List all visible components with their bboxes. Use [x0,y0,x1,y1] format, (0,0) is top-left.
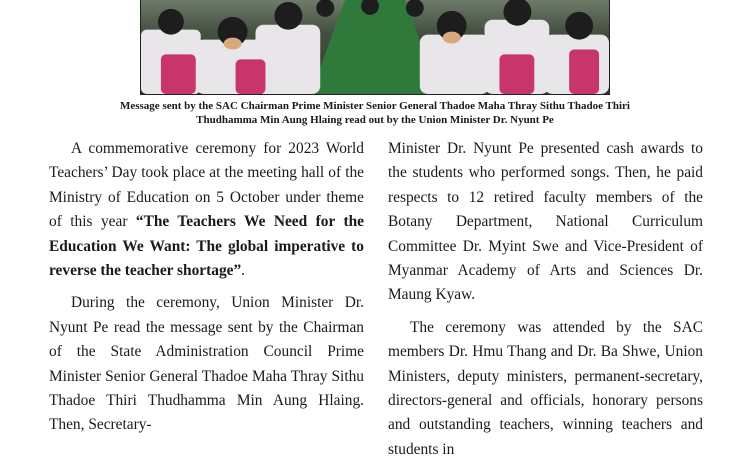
article-paragraph: During the ceremony, Union Minister Dr. Nyunt Pe read the message sent by the Chairman of the State Administration Council Prime Minister Senior General Thadoe Maha Thray Sithu Thadoe Thiri Thudhamma Min Aung Hlaing. Then, Secretary- [49,294,364,434]
ceremony-audience-photo [140,0,610,95]
paragraph-text: A commemorative ceremony for 2023 World Teachers’ Day took place at the meeting hall of the Ministry of Education on 5 October under theme of this year [49,140,364,231]
audience-illustration [141,0,609,94]
event-theme: “The Teachers We Need for the Education We Want: The global imperative to reverse the teacher shortage” [49,213,364,280]
article-paragraph: Minister Dr. Nyunt Pe presented cash awards to the students who performed songs. Then, he paid respects to 12 retired faculty members of the Botany Department, National Curriculum Committee Dr. Myint Swe and Vice-President of Myanmar Academy of Arts and Sciences Dr. Maung Kyaw. [388,140,703,304]
article-paragraph [49,137,364,283]
article-paragraph: The ceremony was attended by the SAC members Dr. Hmu Thang and Dr. Ba Shwe, Union Ministers, deputy ministers, permanent-secretary, directors-general and officials, honorary persons and outstanding teachers, winning teachers and students in [388,318,703,458]
article-column-left [49,137,364,446]
article-column-right [388,137,703,470]
caption-line-2: Thudhamma Min Aung Hlaing read out by the Union Minister Dr. Nyunt Pe [196,114,554,126]
paragraph-end: . [241,262,246,280]
caption-line-1: Message sent by the SAC Chairman Prime Minister Senior General Thadoe Maha Thray Sithu Thadoe Thiri [119,100,630,112]
photo-caption [70,99,680,127]
